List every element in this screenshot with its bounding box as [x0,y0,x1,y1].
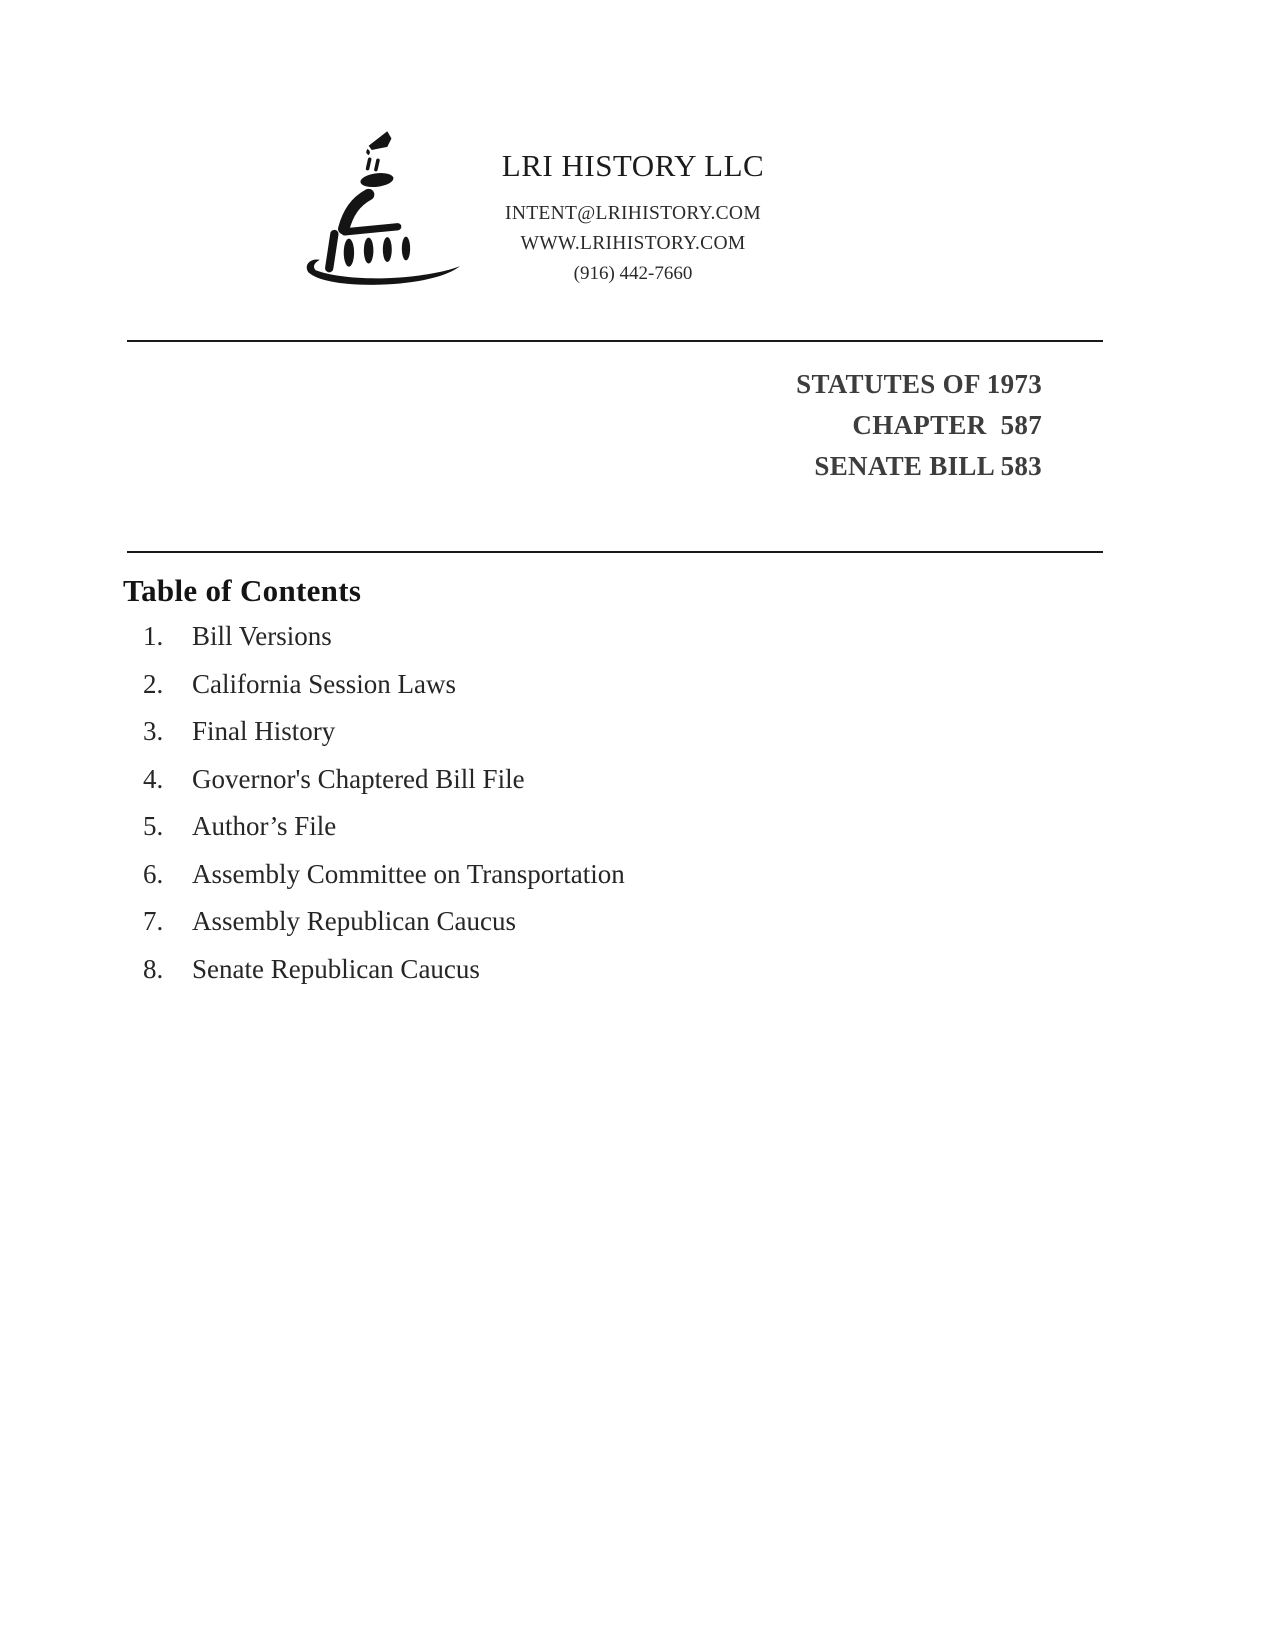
toc-item-assembly-republican-caucus [143,906,625,937]
toc-list [143,621,625,1001]
toc-item-number: 5. [143,811,164,841]
toc-item-label: Senate Republican Caucus [192,953,480,984]
statutes-year-line: STATUTES OF 1973 [796,369,1042,399]
phone-text: (916) 442-7660 [573,263,693,284]
email-text: INTENT@LRIHISTORY.COM [505,203,761,224]
divider-rule-bottom [127,551,1103,553]
toc-item-number: 8. [143,953,164,984]
chapter-line: CHAPTER 587 [852,410,1042,440]
toc-item-label: Assembly Committee on Transportation [192,858,625,889]
statute-reference [796,364,1042,487]
toc-item-california-session-laws [143,669,625,700]
toc-item-assembly-committee-transportation [143,859,625,890]
toc-item-governors-chaptered-bill-file [143,764,625,795]
toc-item-number: 6. [143,858,164,889]
toc-item-authors-file [143,811,625,842]
toc-item-number: 7. [143,906,164,936]
toc-item-label: Final History [192,716,336,746]
toc-item-label: Author’s File [192,811,337,841]
toc-item-number: 3. [143,716,164,746]
website-text: WWW.LRIHISTORY.COM [520,233,746,254]
toc-item-label: Governor's Chaptered Bill File [192,763,525,794]
senate-bill-line: SENATE BILL 583 [814,451,1042,481]
toc-item-number: 2. [143,668,164,699]
company-logo [296,124,462,290]
toc-item-number: 4. [143,763,164,794]
capitol-dome-icon [296,124,462,290]
company-name: LRI HISTORY LLC [501,148,765,183]
toc-item-label: California Session Laws [192,668,456,699]
toc-item-final-history [143,716,625,747]
toc-item-senate-republican-caucus [143,954,625,985]
letterhead [459,148,807,289]
toc-item-bill-versions [143,621,625,652]
toc-item-number: 1. [143,621,164,651]
toc-item-label: Bill Versions [192,621,332,651]
divider-rule-top [127,340,1103,342]
toc-title: Table of Contents [123,572,362,608]
toc-item-label: Assembly Republican Caucus [192,906,516,936]
